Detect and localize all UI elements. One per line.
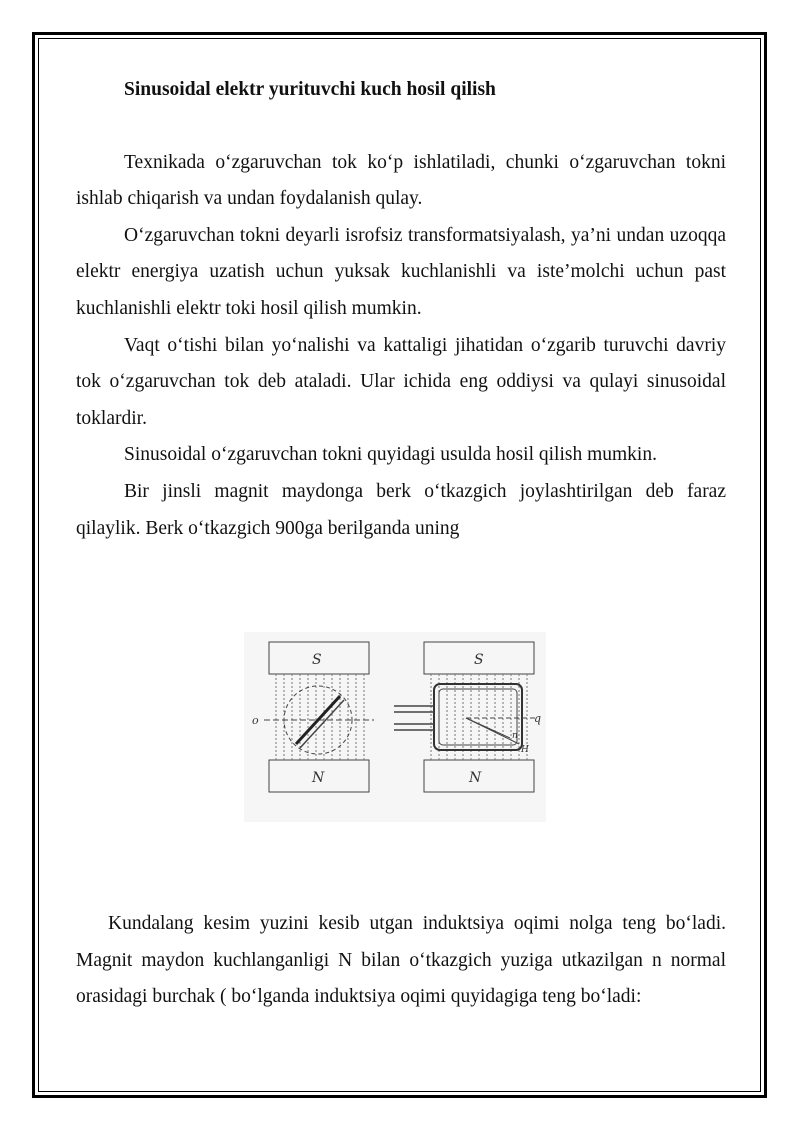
paragraph-2: O‘zgaruvchan tokni deyarli isrofsiz transformatsiyalash, ya’ni undan uzoqqa elektr energiya uzatish uchun yuksak kuchlanishli va iste’molchi uchun past kuchlanishli elektr toki hosil qilish mumkin.: [76, 224, 726, 319]
paragraph-3: Vaqt o‘tishi bilan yo‘nalishi va kattaligi jihatidan o‘zgarib turuvchi davriy tok o‘zgaruvchan tok deb ataladi. Ular ichida eng oddiysi va qulayi sinusoidal toklardir.: [76, 334, 726, 429]
label-h: H: [521, 745, 529, 755]
paragraph-5: Bir jinsli magnit maydonga berk o‘tkazgich joylashtirilgan deb faraz qilaylik. Berk o‘tkazgich 900ga berilganda uning: [76, 480, 726, 539]
paragraph-1: Texnikada o‘zgaruvchan tok ko‘p ishlatiladi, chunki o‘zgaruvchan tokni ishlab chiqarish va undan foydalanish qulay.: [76, 151, 726, 210]
left-label-s: S: [312, 652, 322, 668]
paragraph-4: Sinusoidal o‘zgaruvchan tokni quyidagi usulda hosil qilish mumkin.: [124, 444, 657, 466]
left-label-n: N: [312, 770, 325, 786]
bottom-text: [76, 906, 726, 1016]
right-label-s: S: [474, 652, 484, 668]
document-body: [76, 72, 726, 547]
right-label-n: N: [469, 770, 482, 786]
document-title: Sinusoidal elektr yurituvchi kuch hosil qilish: [124, 79, 496, 100]
label-o: o: [252, 714, 259, 727]
magnet-conductor-figure: [244, 632, 546, 822]
label-n: n: [512, 731, 518, 741]
paragraph-6: Kundalang kesim yuzini kesib utgan induktsiya oqimi nolga teng bo‘ladi. Magnit maydon kuchlanganligi N bilan o‘tkazgich yuziga utkazilgan n normal orasidagi burchak ( bo‘lganda induktsiya oqimi quyidagiga teng bo‘ladi:: [76, 913, 726, 1008]
label-q: q: [534, 712, 542, 725]
